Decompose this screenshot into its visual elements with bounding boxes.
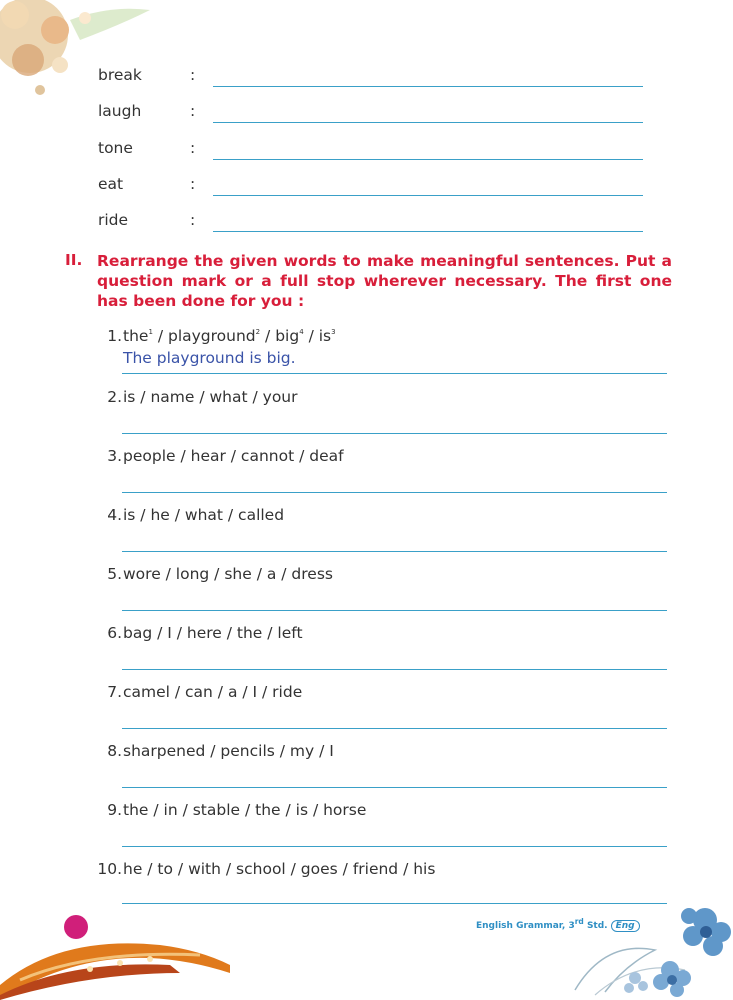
section-number: II. xyxy=(65,251,83,269)
colon: : xyxy=(190,211,196,229)
answer-line[interactable] xyxy=(213,195,643,196)
question-number: 5. xyxy=(107,565,122,583)
word: big xyxy=(275,327,300,345)
answer-line[interactable] xyxy=(122,787,667,788)
question-words: the$^1$ / playground$^2$ / $big^4 / is^3$ xyxy=(123,327,336,345)
answer-line[interactable] xyxy=(122,373,667,374)
question-words: he / to / with / school / goes / friend / his xyxy=(123,860,436,878)
floral-decoration-top-left xyxy=(0,0,160,110)
swirl-decoration-bottom-left xyxy=(0,925,230,1000)
question-words: the / in / stable / the / is / horse xyxy=(123,801,367,819)
answer-line[interactable] xyxy=(122,669,667,670)
order-number: 1 xyxy=(148,328,153,336)
order-number: 2 xyxy=(255,328,261,336)
question-words: is / name / what / your xyxy=(123,388,298,406)
answer-line[interactable] xyxy=(213,122,643,123)
book-title: English Grammar, 3 xyxy=(476,921,575,931)
question-words: wore / long / she / a / dress xyxy=(123,565,333,583)
page-number-marker xyxy=(64,915,88,939)
question-words: camel / can / a / I / ride xyxy=(123,683,303,701)
answer-line[interactable] xyxy=(122,433,667,434)
word-label: ride xyxy=(98,211,129,229)
question-number: 9. xyxy=(107,801,122,819)
answer-line[interactable] xyxy=(122,610,667,611)
word-label: laugh xyxy=(98,102,142,120)
colon: : xyxy=(190,66,196,84)
word: is xyxy=(318,327,332,345)
question-number: 2. xyxy=(107,388,122,406)
word: playground xyxy=(167,327,256,345)
question-words: is / he / what / called xyxy=(123,506,285,524)
section-instruction: Rearrange the given words to make meaningful sentences. Put a question mark or a full stop wherever necessary. The first one has been done for you : xyxy=(97,252,672,310)
question-number: 8. xyxy=(107,742,122,760)
answer-line[interactable] xyxy=(122,551,667,552)
question-words: people / hear / cannot / deaf xyxy=(123,447,344,465)
colon: : xyxy=(190,102,196,120)
question-number: 7. xyxy=(107,683,122,701)
order-number: 4 xyxy=(299,328,304,336)
ordinal-suffix: rd xyxy=(574,917,584,926)
answer-line[interactable] xyxy=(213,86,643,87)
word-label: eat xyxy=(98,175,124,193)
question-number: 3. xyxy=(107,447,122,465)
answer-line[interactable] xyxy=(122,903,667,904)
question-words: bag / I / here / the / left xyxy=(123,624,303,642)
footer-book-title xyxy=(476,917,640,932)
answer-line[interactable] xyxy=(213,159,643,160)
floral-decoration-bottom-right xyxy=(565,880,733,1000)
question-number: 4. xyxy=(107,506,122,524)
word-label: break xyxy=(98,66,142,84)
answer-line[interactable] xyxy=(122,846,667,847)
word-label: tone xyxy=(98,139,133,157)
question-number: 10. xyxy=(97,860,122,878)
example-answer: The playground is big. xyxy=(123,349,296,367)
question-number: 6. xyxy=(107,624,122,642)
std-label: Std. xyxy=(583,921,608,931)
colon: : xyxy=(190,175,196,193)
question-words: sharpened / pencils / my / I xyxy=(123,742,334,760)
publisher-badge: Eng xyxy=(611,920,640,932)
colon: : xyxy=(190,139,196,157)
answer-line[interactable] xyxy=(213,231,643,232)
question-number: 1. xyxy=(107,327,122,345)
word: the xyxy=(123,327,149,345)
answer-line[interactable] xyxy=(122,492,667,493)
order-number: 3 xyxy=(331,328,336,336)
answer-line[interactable] xyxy=(122,728,667,729)
